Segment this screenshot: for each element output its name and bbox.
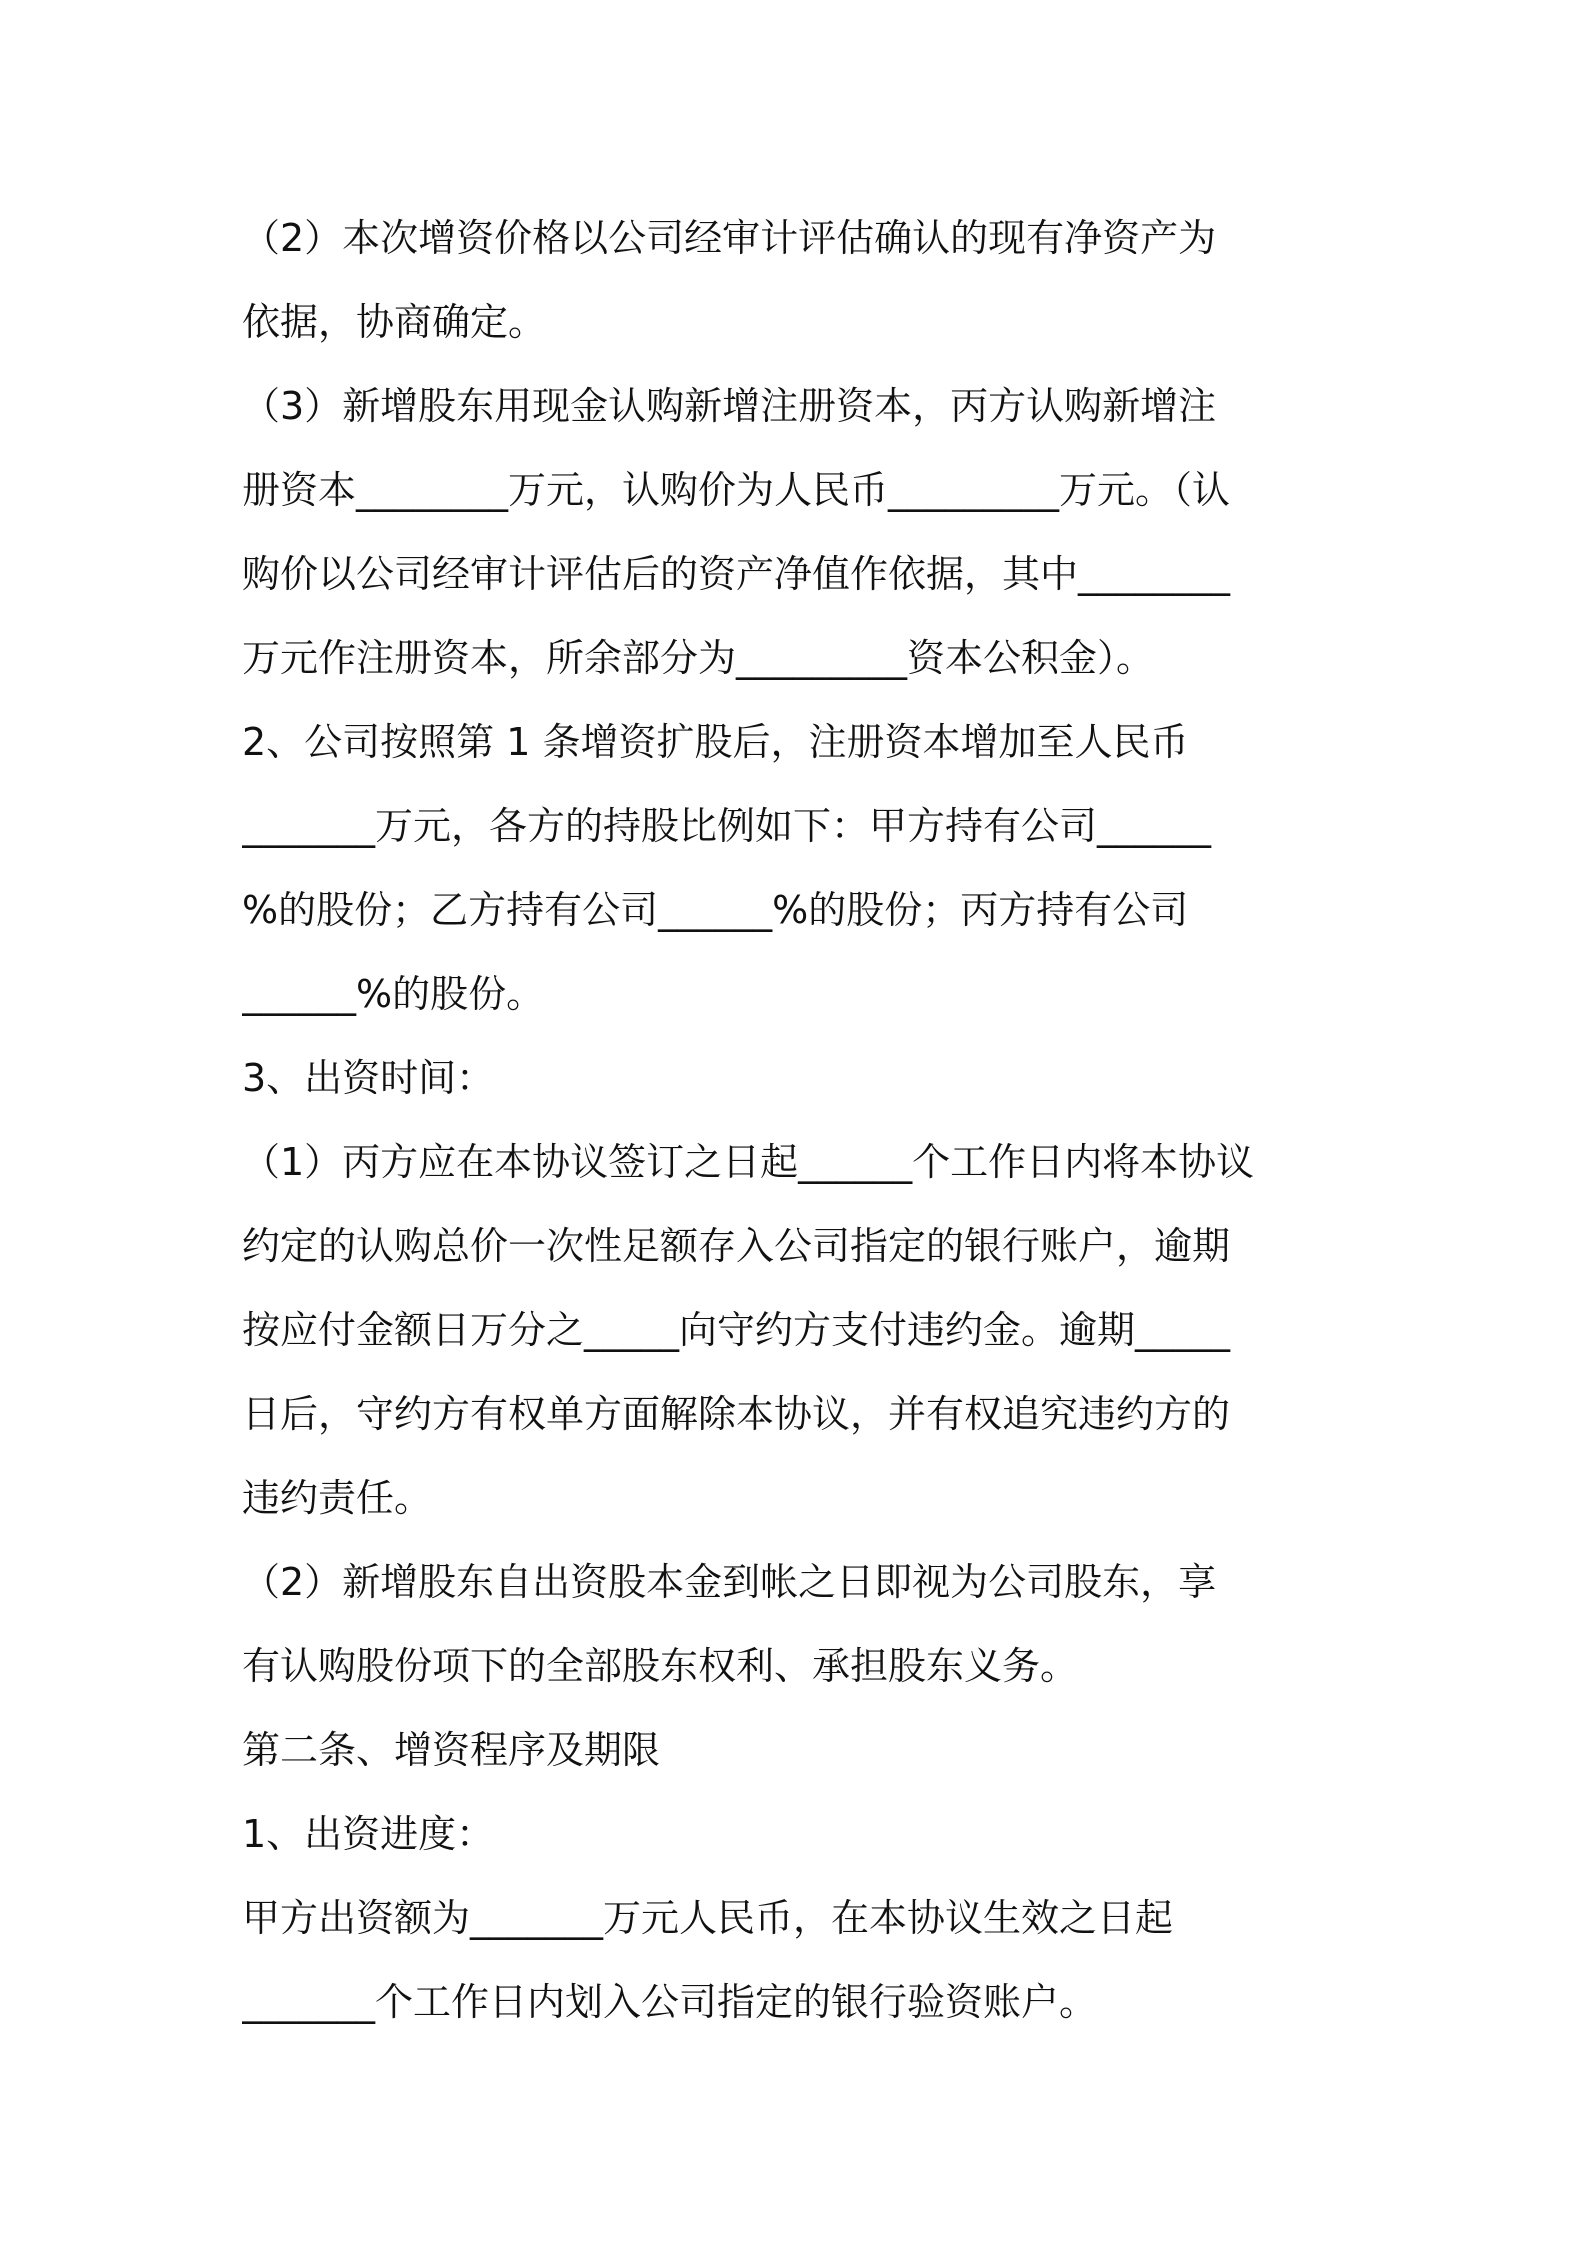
text-line: 2、公司按照第 1 条增资扩股后，注册资本增加至人民币	[242, 720, 1189, 764]
text-line: 3、出资时间：	[242, 1056, 495, 1100]
text-line: （3）新增股东用现金认购新增注册资本，丙方认购新增注	[242, 384, 1217, 428]
text-line: ______%的股份。	[242, 972, 545, 1016]
document-body	[242, 196, 1358, 2044]
text-line: 依据，协商确定。	[242, 300, 547, 344]
text-line: （1）丙方应在本协议签订之日起______个工作日内将本协议	[242, 1140, 1255, 1184]
text-line: 册资本________万元，认购价为人民币_________万元。（认	[242, 468, 1231, 512]
text-line: 按应付金额日万分之_____向守约方支付违约金。逾期_____	[242, 1308, 1231, 1352]
text-line: 有认购股份项下的全部股东权利、承担股东义务。	[242, 1644, 1079, 1688]
text-line: %的股份；乙方持有公司______%的股份；丙方持有公司	[242, 888, 1189, 932]
text-line: _______万元，各方的持股比例如下：甲方持有公司______	[242, 804, 1212, 848]
text-line: 日后，守约方有权单方面解除本协议，并有权追究违约方的	[242, 1392, 1231, 1436]
text-line: _______个工作日内划入公司指定的银行验资账户。	[242, 1980, 1098, 2024]
text-line: 约定的认购总价一次性足额存入公司指定的银行账户，逾期	[242, 1224, 1231, 1268]
text-line: 甲方出资额为_______万元人民币，在本协议生效之日起	[242, 1896, 1174, 1940]
text-line: 万元作注册资本，所余部分为_________资本公积金）。	[242, 636, 1155, 680]
text-line: 违约责任。	[242, 1476, 433, 1520]
text-line: （2）本次增资价格以公司经审计评估确认的现有净资产为	[242, 216, 1217, 260]
text-line: 购价以公司经审计评估后的资产净值作依据，其中________	[242, 552, 1231, 596]
text-line: （2）新增股东自出资股本金到帐之日即视为公司股东，享	[242, 1560, 1217, 1604]
text-line: 1、出资进度：	[242, 1812, 495, 1856]
section-heading: 第二条、增资程序及期限	[242, 1728, 661, 1772]
